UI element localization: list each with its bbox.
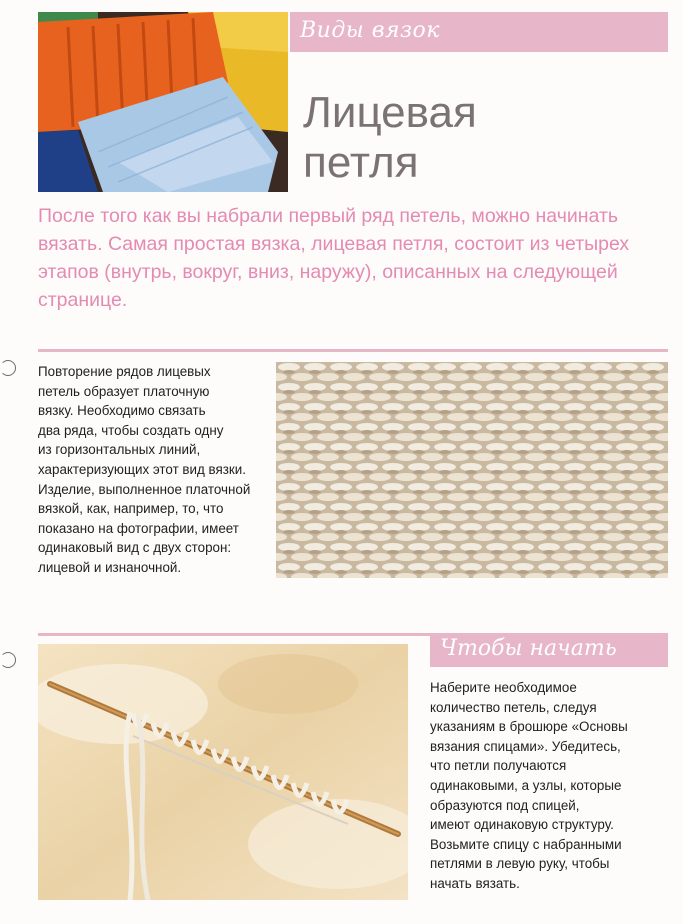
text-line: характеризующих этот вид вязки. [38,461,246,477]
text-line: указаниям в брошюре «Основы [430,719,628,735]
text-line: Возьмите спицу с набранными [430,836,622,852]
cushions-photo [38,12,288,192]
section-divider [38,633,430,636]
text-line: образуются под спицей, [430,797,580,813]
page-title-line-2: петля [303,138,419,187]
page-title-line-1: Лицевая [303,88,477,137]
needle-photo [38,644,408,900]
intro-paragraph: После того как вы набрали первый ряд петель, можно начинать вязать. Самая простая вязка, лицевая петля, состоит из четырех этапов (внутрь, вокруг, вниз, наружу), описанных на следующей странице. [38,205,630,311]
text-line: Изделие, выполненное платочной [38,481,251,497]
text-line: вязку. Необходимо связать [38,403,206,419]
text-line: Повторение рядов лицевых [38,364,211,379]
text-line: из горизонтальных линий, [38,442,201,458]
text-line: одинаковыми, а узлы, которые [430,777,622,793]
start-text [430,678,668,894]
text-line: одинаковый вид с двух сторон: [38,540,232,556]
section-title: Виды вязок [300,18,440,43]
binder-hole [0,360,16,376]
garter-stitch-photo [276,362,668,578]
text-line: вязания спицами». Убедитесь, [430,738,621,754]
start-section-title: Чтобы начать [440,636,617,661]
section-divider [38,349,668,352]
text-line: что петли получаются [430,758,567,774]
text-line: показано на фотографии, имеет [38,520,239,536]
text-line: Наберите необходимое [430,680,577,695]
text-line: количество петель, следуя [430,699,597,715]
text-line: вязкой, как, например, то, что [38,501,224,517]
text-line: имеют одинаковую структуру. [430,817,614,833]
text-line: начать вязать. [430,875,520,891]
text-line: петель образует платочную [38,383,210,399]
page-title [303,88,663,188]
garter-text [38,362,273,578]
text-line: два ряда, чтобы создать одну [38,422,224,438]
binder-hole [0,652,16,668]
text-line: лицевой и изнаночной. [38,559,182,575]
text-line: петлями в левую руку, чтобы [430,856,610,872]
